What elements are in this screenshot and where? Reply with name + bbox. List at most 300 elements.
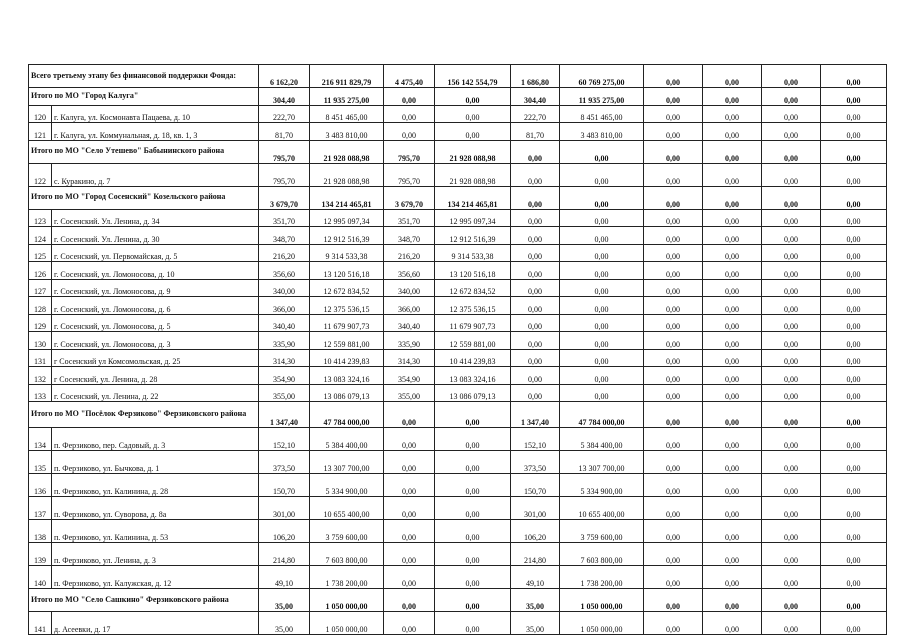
value-cell: 0,00 — [435, 474, 511, 497]
value-cell: 13 307 700,00 — [560, 451, 644, 474]
value-cell: 0,00 — [644, 88, 703, 106]
value-cell: 0,00 — [821, 186, 887, 209]
row-number: 139 — [29, 543, 52, 566]
value-cell: 0,00 — [703, 244, 762, 262]
address-cell: г Сосенский ул Комсомольская, д. 25 — [52, 349, 259, 367]
value-cell: 0,00 — [644, 297, 703, 315]
value-cell: 0,00 — [644, 332, 703, 350]
row-number: 141 — [29, 612, 52, 635]
value-cell: 0,00 — [762, 186, 821, 209]
address-cell: п. Ферзиково, ул. Калужская, д. 12 — [52, 566, 259, 589]
value-cell: 222,70 — [511, 105, 560, 123]
row-number: 127 — [29, 279, 52, 297]
table-row — [29, 332, 887, 350]
address-cell: г Сосенский, ул. Ленина, д. 28 — [52, 367, 259, 385]
value-cell: 10 655 400,00 — [310, 497, 384, 520]
value-cell: 0,00 — [821, 612, 887, 635]
value-cell: 0,00 — [821, 209, 887, 227]
value-cell: 0,00 — [762, 140, 821, 163]
value-cell: 12 672 834,52 — [310, 279, 384, 297]
value-cell: 10 655 400,00 — [560, 497, 644, 520]
value-cell: 0,00 — [703, 497, 762, 520]
address-cell: г. Сосенский, ул. Ломоносова, д. 9 — [52, 279, 259, 297]
value-cell: 1 738 200,00 — [560, 566, 644, 589]
value-cell: 0,00 — [703, 428, 762, 451]
address-cell: п. Ферзиково, ул. Бычкова, д. 1 — [52, 451, 259, 474]
value-cell: 355,00 — [384, 384, 435, 402]
value-cell: 47 784 000,00 — [560, 402, 644, 428]
value-cell: 301,00 — [511, 497, 560, 520]
value-cell: 35,00 — [259, 612, 310, 635]
value-cell: 0,00 — [821, 451, 887, 474]
value-cell: 0,00 — [703, 209, 762, 227]
value-cell: 12 912 516,39 — [435, 227, 511, 245]
value-cell: 3 483 810,00 — [310, 123, 384, 141]
value-cell: 0,00 — [560, 367, 644, 385]
value-cell: 795,70 — [259, 163, 310, 186]
value-cell: 0,00 — [560, 279, 644, 297]
value-cell: 0,00 — [511, 186, 560, 209]
value-cell: 5 384 400,00 — [310, 428, 384, 451]
row-number: 132 — [29, 367, 52, 385]
value-cell: 1 050 000,00 — [560, 589, 644, 612]
value-cell: 0,00 — [560, 384, 644, 402]
value-cell: 0,00 — [384, 474, 435, 497]
value-cell: 0,00 — [762, 543, 821, 566]
value-cell: 0,00 — [511, 163, 560, 186]
value-cell: 0,00 — [560, 297, 644, 315]
table-row — [29, 314, 887, 332]
value-cell: 0,00 — [821, 543, 887, 566]
value-cell: 0,00 — [762, 497, 821, 520]
value-cell: 0,00 — [762, 279, 821, 297]
row-number: 125 — [29, 244, 52, 262]
value-cell: 5 384 400,00 — [560, 428, 644, 451]
value-cell: 0,00 — [644, 314, 703, 332]
row-number: 138 — [29, 520, 52, 543]
row-number: 140 — [29, 566, 52, 589]
value-cell: 340,00 — [259, 279, 310, 297]
value-cell: 314,30 — [259, 349, 310, 367]
value-cell: 12 912 516,39 — [310, 227, 384, 245]
value-cell: 348,70 — [259, 227, 310, 245]
value-cell: 795,70 — [259, 140, 310, 163]
value-cell: 0,00 — [821, 65, 887, 88]
value-cell: 0,00 — [644, 349, 703, 367]
value-cell: 340,40 — [259, 314, 310, 332]
value-cell: 0,00 — [560, 186, 644, 209]
value-cell: 1 347,40 — [511, 402, 560, 428]
row-number: 126 — [29, 262, 52, 280]
value-cell: 0,00 — [560, 244, 644, 262]
subtotal-label: Итого по МО "Посёлок Ферзиково" Ферзиковского района — [29, 402, 259, 428]
value-cell: 10 414 239,83 — [310, 349, 384, 367]
value-cell: 0,00 — [644, 612, 703, 635]
value-cell: 0,00 — [762, 384, 821, 402]
subtotal-row — [29, 402, 887, 428]
value-cell: 0,00 — [384, 566, 435, 589]
value-cell: 0,00 — [511, 332, 560, 350]
value-cell: 0,00 — [384, 589, 435, 612]
value-cell: 1 686,80 — [511, 65, 560, 88]
value-cell: 5 334 900,00 — [560, 474, 644, 497]
value-cell: 0,00 — [644, 262, 703, 280]
value-cell: 0,00 — [762, 474, 821, 497]
value-cell: 106,20 — [511, 520, 560, 543]
value-cell: 0,00 — [762, 209, 821, 227]
address-cell: г. Сосенский. Ул. Ленина, д. 34 — [52, 209, 259, 227]
value-cell: 0,00 — [762, 244, 821, 262]
value-cell: 0,00 — [821, 384, 887, 402]
address-cell: д. Асеевки, д. 17 — [52, 612, 259, 635]
value-cell: 0,00 — [762, 297, 821, 315]
value-cell: 0,00 — [435, 105, 511, 123]
value-cell: 0,00 — [821, 349, 887, 367]
table-row — [29, 543, 887, 566]
value-cell: 0,00 — [511, 367, 560, 385]
value-cell: 0,00 — [762, 123, 821, 141]
value-cell: 0,00 — [762, 589, 821, 612]
value-cell: 0,00 — [435, 543, 511, 566]
value-cell: 49,10 — [511, 566, 560, 589]
value-cell: 0,00 — [560, 314, 644, 332]
value-cell: 0,00 — [821, 589, 887, 612]
value-cell: 351,70 — [259, 209, 310, 227]
value-cell: 0,00 — [762, 105, 821, 123]
table-row — [29, 209, 887, 227]
address-cell: г. Сосенский, ул. Ленина, д. 22 — [52, 384, 259, 402]
value-cell: 9 314 533,38 — [310, 244, 384, 262]
value-cell: 81,70 — [511, 123, 560, 141]
value-cell: 0,00 — [703, 262, 762, 280]
value-cell: 21 928 088,98 — [310, 163, 384, 186]
value-cell: 11 935 275,00 — [310, 88, 384, 106]
value-cell: 0,00 — [384, 402, 435, 428]
value-cell: 0,00 — [644, 123, 703, 141]
table-row — [29, 612, 887, 635]
value-cell: 3 679,70 — [384, 186, 435, 209]
row-number: 121 — [29, 123, 52, 141]
address-cell: п. Ферзиково, ул. Калинина, д. 53 — [52, 520, 259, 543]
value-cell: 0,00 — [384, 105, 435, 123]
row-number: 136 — [29, 474, 52, 497]
value-cell: 0,00 — [644, 497, 703, 520]
value-cell: 0,00 — [703, 140, 762, 163]
value-cell: 0,00 — [703, 402, 762, 428]
row-number: 137 — [29, 497, 52, 520]
value-cell: 12 995 097,34 — [310, 209, 384, 227]
value-cell: 134 214 465,81 — [310, 186, 384, 209]
value-cell: 12 995 097,34 — [435, 209, 511, 227]
value-cell: 21 928 088,98 — [310, 140, 384, 163]
value-cell: 0,00 — [435, 497, 511, 520]
value-cell: 12 375 536,15 — [310, 297, 384, 315]
value-cell: 13 120 516,18 — [435, 262, 511, 280]
value-cell: 6 162,20 — [259, 65, 310, 88]
value-cell: 301,00 — [259, 497, 310, 520]
subtotal-label: Итого по МО "Город Сосенский" Козельского района — [29, 186, 259, 209]
value-cell: 7 603 800,00 — [560, 543, 644, 566]
value-cell: 0,00 — [511, 209, 560, 227]
address-cell: г. Сосенский, ул. Ломоносова, д. 6 — [52, 297, 259, 315]
value-cell: 0,00 — [511, 314, 560, 332]
value-cell: 0,00 — [762, 314, 821, 332]
address-cell: г. Сосенский, ул. Ломоносова, д. 10 — [52, 262, 259, 280]
value-cell: 106,20 — [259, 520, 310, 543]
value-cell: 0,00 — [762, 65, 821, 88]
value-cell: 0,00 — [644, 65, 703, 88]
value-cell: 1 050 000,00 — [310, 589, 384, 612]
value-cell: 0,00 — [821, 367, 887, 385]
value-cell: 0,00 — [703, 279, 762, 297]
value-cell: 314,30 — [384, 349, 435, 367]
value-cell: 304,40 — [511, 88, 560, 106]
value-cell: 0,00 — [644, 428, 703, 451]
value-cell: 0,00 — [703, 612, 762, 635]
value-cell: 3 483 810,00 — [560, 123, 644, 141]
value-cell: 0,00 — [762, 367, 821, 385]
value-cell: 214,80 — [259, 543, 310, 566]
value-cell: 8 451 465,00 — [560, 105, 644, 123]
value-cell: 0,00 — [703, 163, 762, 186]
value-cell: 795,70 — [384, 163, 435, 186]
row-number: 120 — [29, 105, 52, 123]
value-cell: 8 451 465,00 — [310, 105, 384, 123]
value-cell: 49,10 — [259, 566, 310, 589]
value-cell: 356,60 — [259, 262, 310, 280]
value-cell: 0,00 — [435, 612, 511, 635]
value-cell: 355,00 — [259, 384, 310, 402]
value-cell: 216,20 — [384, 244, 435, 262]
value-cell: 11 935 275,00 — [560, 88, 644, 106]
value-cell: 0,00 — [821, 332, 887, 350]
row-number: 135 — [29, 451, 52, 474]
value-cell: 0,00 — [821, 497, 887, 520]
row-number: 129 — [29, 314, 52, 332]
value-cell: 0,00 — [511, 227, 560, 245]
value-cell: 0,00 — [435, 451, 511, 474]
value-cell: 1 050 000,00 — [560, 612, 644, 635]
value-cell: 304,40 — [259, 88, 310, 106]
value-cell: 0,00 — [821, 140, 887, 163]
value-cell: 0,00 — [703, 474, 762, 497]
value-cell: 0,00 — [560, 349, 644, 367]
value-cell: 0,00 — [821, 474, 887, 497]
value-cell: 0,00 — [644, 589, 703, 612]
value-cell: 150,70 — [511, 474, 560, 497]
value-cell: 0,00 — [821, 88, 887, 106]
value-cell: 0,00 — [703, 88, 762, 106]
value-cell: 340,40 — [384, 314, 435, 332]
value-cell: 0,00 — [703, 332, 762, 350]
value-cell: 0,00 — [703, 589, 762, 612]
value-cell: 216,20 — [259, 244, 310, 262]
table-row — [29, 566, 887, 589]
value-cell: 0,00 — [703, 123, 762, 141]
value-cell: 0,00 — [560, 163, 644, 186]
value-cell: 0,00 — [703, 227, 762, 245]
value-cell: 3 759 600,00 — [310, 520, 384, 543]
value-cell: 0,00 — [821, 297, 887, 315]
subtotal-row — [29, 140, 887, 163]
address-cell: г. Сосенский, ул. Ломоносова, д. 5 — [52, 314, 259, 332]
value-cell: 0,00 — [703, 367, 762, 385]
value-cell: 0,00 — [644, 367, 703, 385]
value-cell: 0,00 — [703, 520, 762, 543]
value-cell: 335,90 — [259, 332, 310, 350]
address-cell: г. Калуга, ул. Космонавта Пацаева, д. 10 — [52, 105, 259, 123]
value-cell: 366,00 — [259, 297, 310, 315]
value-cell: 134 214 465,81 — [435, 186, 511, 209]
table-row — [29, 105, 887, 123]
value-cell: 156 142 554,79 — [435, 65, 511, 88]
value-cell: 1 738 200,00 — [310, 566, 384, 589]
value-cell: 0,00 — [703, 349, 762, 367]
value-cell: 0,00 — [821, 428, 887, 451]
table-row — [29, 520, 887, 543]
table-row — [29, 428, 887, 451]
value-cell: 214,80 — [511, 543, 560, 566]
value-cell: 0,00 — [384, 451, 435, 474]
value-cell: 152,10 — [259, 428, 310, 451]
value-cell: 0,00 — [762, 428, 821, 451]
table-row — [29, 262, 887, 280]
table-row — [29, 279, 887, 297]
table-row — [29, 474, 887, 497]
value-cell: 0,00 — [762, 332, 821, 350]
value-cell: 0,00 — [644, 543, 703, 566]
value-cell: 0,00 — [384, 497, 435, 520]
value-cell: 0,00 — [821, 279, 887, 297]
value-cell: 13 086 079,13 — [435, 384, 511, 402]
value-cell: 7 603 800,00 — [310, 543, 384, 566]
value-cell: 340,00 — [384, 279, 435, 297]
value-cell: 0,00 — [560, 227, 644, 245]
subtotal-row — [29, 186, 887, 209]
value-cell: 152,10 — [511, 428, 560, 451]
value-cell: 0,00 — [762, 163, 821, 186]
value-cell: 13 120 516,18 — [310, 262, 384, 280]
value-cell: 12 375 536,15 — [435, 297, 511, 315]
value-cell: 0,00 — [762, 88, 821, 106]
value-cell: 1 050 000,00 — [310, 612, 384, 635]
address-cell: п. Ферзиково, ул. Суворова, д. 8а — [52, 497, 259, 520]
value-cell: 0,00 — [762, 520, 821, 543]
value-cell: 335,90 — [384, 332, 435, 350]
address-cell: п. Ферзиково, ул. Ленина, д. 3 — [52, 543, 259, 566]
value-cell: 12 672 834,52 — [435, 279, 511, 297]
value-cell: 0,00 — [511, 262, 560, 280]
value-cell: 0,00 — [821, 123, 887, 141]
row-number: 128 — [29, 297, 52, 315]
value-cell: 0,00 — [644, 279, 703, 297]
table-row — [29, 497, 887, 520]
value-cell: 0,00 — [644, 227, 703, 245]
value-cell: 0,00 — [511, 384, 560, 402]
value-cell: 3 759 600,00 — [560, 520, 644, 543]
value-cell: 0,00 — [384, 520, 435, 543]
value-cell: 0,00 — [384, 428, 435, 451]
value-cell: 0,00 — [644, 209, 703, 227]
value-cell: 0,00 — [703, 297, 762, 315]
value-cell: 81,70 — [259, 123, 310, 141]
value-cell: 12 559 881,00 — [435, 332, 511, 350]
value-cell: 150,70 — [259, 474, 310, 497]
value-cell: 0,00 — [435, 589, 511, 612]
table-row — [29, 297, 887, 315]
value-cell: 0,00 — [384, 612, 435, 635]
value-cell: 21 928 088,98 — [435, 140, 511, 163]
value-cell: 0,00 — [644, 140, 703, 163]
value-cell: 0,00 — [511, 140, 560, 163]
table-row — [29, 367, 887, 385]
value-cell: 0,00 — [762, 227, 821, 245]
table-row — [29, 123, 887, 141]
value-cell: 0,00 — [644, 186, 703, 209]
value-cell: 0,00 — [644, 520, 703, 543]
subtotal-row — [29, 589, 887, 612]
value-cell: 0,00 — [703, 65, 762, 88]
value-cell: 13 086 079,13 — [310, 384, 384, 402]
value-cell: 0,00 — [511, 349, 560, 367]
row-number: 131 — [29, 349, 52, 367]
value-cell: 216 911 829,79 — [310, 65, 384, 88]
value-cell: 21 928 088,98 — [435, 163, 511, 186]
value-cell: 0,00 — [560, 209, 644, 227]
value-cell: 356,60 — [384, 262, 435, 280]
value-cell: 0,00 — [762, 402, 821, 428]
subtotal-label: Итого по МО "Село Утешево" Бабынинского района — [29, 140, 259, 163]
value-cell: 1 347,40 — [259, 402, 310, 428]
value-cell: 0,00 — [821, 105, 887, 123]
value-cell: 0,00 — [821, 402, 887, 428]
value-cell: 0,00 — [644, 566, 703, 589]
value-cell: 0,00 — [644, 105, 703, 123]
value-cell: 12 559 881,00 — [310, 332, 384, 350]
value-cell: 11 679 907,73 — [435, 314, 511, 332]
value-cell: 0,00 — [435, 88, 511, 106]
value-cell: 3 679,70 — [259, 186, 310, 209]
value-cell: 354,90 — [259, 367, 310, 385]
subtotal-label: Всего третьему этапу без финансовой поддержки Фонда: — [29, 65, 259, 88]
subtotal-label: Итого по МО "Город Калуга" — [29, 88, 259, 106]
table-body — [29, 65, 887, 635]
value-cell: 0,00 — [821, 244, 887, 262]
row-number: 130 — [29, 332, 52, 350]
table-row — [29, 163, 887, 186]
value-cell: 0,00 — [435, 520, 511, 543]
value-cell: 35,00 — [511, 612, 560, 635]
value-cell: 0,00 — [703, 105, 762, 123]
value-cell: 0,00 — [435, 123, 511, 141]
table-row — [29, 244, 887, 262]
housing-program-table — [28, 64, 887, 635]
value-cell: 0,00 — [821, 227, 887, 245]
value-cell: 0,00 — [644, 244, 703, 262]
row-number: 123 — [29, 209, 52, 227]
value-cell: 0,00 — [703, 384, 762, 402]
value-cell: 47 784 000,00 — [310, 402, 384, 428]
value-cell: 0,00 — [644, 163, 703, 186]
table-row — [29, 451, 887, 474]
value-cell: 351,70 — [384, 209, 435, 227]
value-cell: 0,00 — [560, 140, 644, 163]
value-cell: 0,00 — [644, 474, 703, 497]
value-cell: 10 414 239,83 — [435, 349, 511, 367]
value-cell: 0,00 — [821, 314, 887, 332]
subtotal-label: Итого по МО "Село Сашкино" Ферзиковского района — [29, 589, 259, 612]
value-cell: 366,00 — [384, 297, 435, 315]
